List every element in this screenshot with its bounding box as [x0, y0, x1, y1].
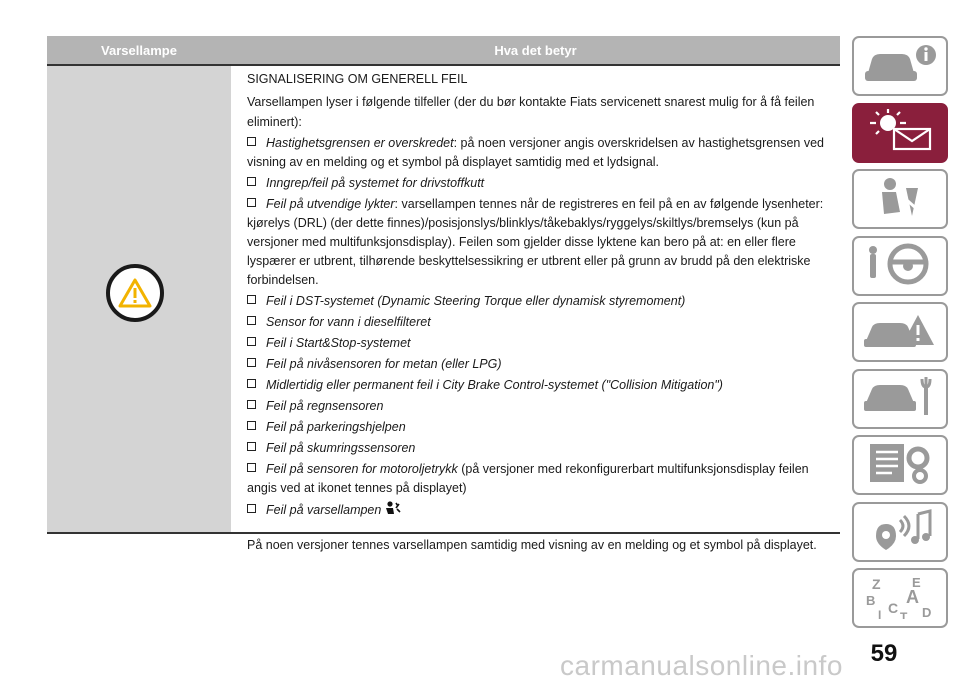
fault-list-item: [247, 195, 837, 290]
section-heading: SIGNALISERING OM GENERELL FEIL: [247, 72, 468, 86]
svg-text:Z: Z: [872, 575, 881, 592]
fault-list-item: [247, 376, 837, 395]
fault-list-item: [247, 418, 837, 437]
fault-list-item: [247, 134, 837, 172]
fault-list: [247, 134, 837, 524]
checkbox-bullet-icon: [247, 316, 256, 325]
fault-title: Feil på utvendige lykter: [266, 197, 395, 211]
checkbox-bullet-icon: [247, 379, 256, 388]
table-header: [47, 36, 840, 66]
fault-list-item: [247, 460, 837, 498]
airbag-passenger-icon: [383, 500, 401, 524]
chapter-tab-specifications[interactable]: [852, 435, 948, 495]
fault-description: (på versjoner med rekonfigurerbart multifunksjonsdisplay feilen angis ved at ikonet tennes på displayet): [247, 462, 809, 495]
fault-title: Feil på regnsensoren: [266, 399, 384, 413]
svg-text:A: A: [906, 586, 919, 607]
table-bottom-rule: [47, 532, 840, 534]
car-info-icon: [860, 41, 940, 92]
fault-list-item: [247, 334, 837, 353]
steering-wheel-icon: [860, 240, 940, 291]
checkbox-bullet-icon: [247, 295, 256, 304]
fault-title: Feil på nivåsensoren for metan (eller LPG): [266, 357, 502, 371]
chapter-tab-steering-wheel[interactable]: [852, 236, 948, 296]
page-number: 59: [870, 640, 898, 667]
fault-list-item: [247, 397, 837, 416]
checkbox-bullet-icon: [247, 421, 256, 430]
svg-text:B: B: [866, 592, 876, 608]
checkbox-bullet-icon: [247, 463, 256, 472]
index-icon: [860, 573, 940, 624]
fault-title: Midlertidig eller permanent feil i City Brake Control-systemet ("Collision Mitigation"): [266, 378, 723, 392]
intro-text: Varsellampen lyser i følgende tilfeller (der du bør kontakte Fiats servicenett snarest mulig for å få feilen eliminert):: [247, 95, 815, 129]
fault-title: Feil i Start&Stop-systemet: [266, 336, 411, 350]
svg-text:E: E: [912, 574, 921, 590]
chapter-tab-safety-airbag[interactable]: [852, 169, 948, 229]
footer-text: På noen versjoner tennes varsellampen samtidig med visning av en melding og et symbol på displayet.: [247, 538, 817, 552]
checkbox-bullet-icon: [247, 137, 256, 146]
fault-title: Inngrep/feil på systemet for drivstoffkutt: [266, 176, 485, 190]
checkbox-bullet-icon: [247, 358, 256, 367]
warning-triangle-icon: [106, 264, 164, 322]
fault-list-item: [247, 500, 837, 524]
chapter-tab-multimedia[interactable]: [852, 502, 948, 562]
svg-text:I: I: [878, 607, 882, 619]
fault-title: Feil i DST-systemet (Dynamic Steering Torque eller dynamisk styremoment): [266, 294, 686, 308]
warning-lights-icon: [860, 107, 940, 158]
fault-title: Sensor for vann i dieselfilteret: [266, 315, 431, 329]
fault-list-item: [247, 439, 837, 458]
checkbox-bullet-icon: [247, 400, 256, 409]
svg-text:C: C: [888, 599, 899, 616]
fault-title: Hastighetsgrensen er overskredet: [266, 136, 454, 150]
chapter-tab-maintenance[interactable]: [852, 369, 948, 429]
multimedia-icon: [860, 506, 940, 557]
fault-title: Feil på varsellampen: [266, 503, 382, 517]
safety-airbag-icon: [860, 174, 940, 225]
fault-title: Feil på parkeringshjelpen: [266, 420, 406, 434]
chapter-tab-car-info[interactable]: [852, 36, 948, 96]
specifications-icon: [860, 440, 940, 491]
checkbox-bullet-icon: [247, 442, 256, 451]
watermark: carmanualsonline.info: [560, 650, 843, 681]
svg-text:T: T: [900, 609, 908, 619]
header-warning-lamp: Varsellampe: [101, 42, 177, 58]
fault-list-item: [247, 292, 837, 311]
checkbox-bullet-icon: [247, 504, 256, 513]
checkbox-bullet-icon: [247, 337, 256, 346]
emergency-icon: [860, 307, 940, 358]
checkbox-bullet-icon: [247, 177, 256, 186]
chapter-tab-emergency[interactable]: [852, 302, 948, 362]
fault-list-item: [247, 355, 837, 374]
fault-description: : på noen versjoner angis overskridelsen av hastighetsgrensen ved visning av en melding og et symbol på displayet samtidig med et lydsignal.: [247, 136, 824, 169]
fault-list-item: [247, 313, 837, 332]
fault-description: : varsellampen tennes når de registreres en feil på en av følgende lysenheter: kjørelys (DRL) (der dette finnes)/posisjonslys/blinklys/tåkebaklys/ryggelys/skiltlys/bremselys (kun på versjoner med multifunksjonsdisplay). Feilen som gjelder disse lyktene kan bero på at: en eller flere lyspærer er utbrent, tilhørende beskyttelsessikring er utbrent eller på grunn av brudd på den elektriske forbindelsen.: [247, 197, 824, 287]
header-meaning: Hva det betyr: [494, 42, 577, 58]
fault-title: Feil på skumringssensoren: [266, 441, 416, 455]
chapter-tab-index[interactable]: [852, 568, 948, 628]
fault-list-item: [247, 174, 837, 193]
svg-text:D: D: [922, 604, 932, 619]
fault-title: Feil på sensoren for motoroljetrykk: [266, 462, 458, 476]
meaning-cell: [247, 70, 837, 555]
checkbox-bullet-icon: [247, 198, 256, 207]
warning-lamp-cell: [47, 66, 231, 533]
maintenance-icon: [860, 373, 940, 424]
chapter-tab-warning-lights[interactable]: [852, 103, 948, 163]
